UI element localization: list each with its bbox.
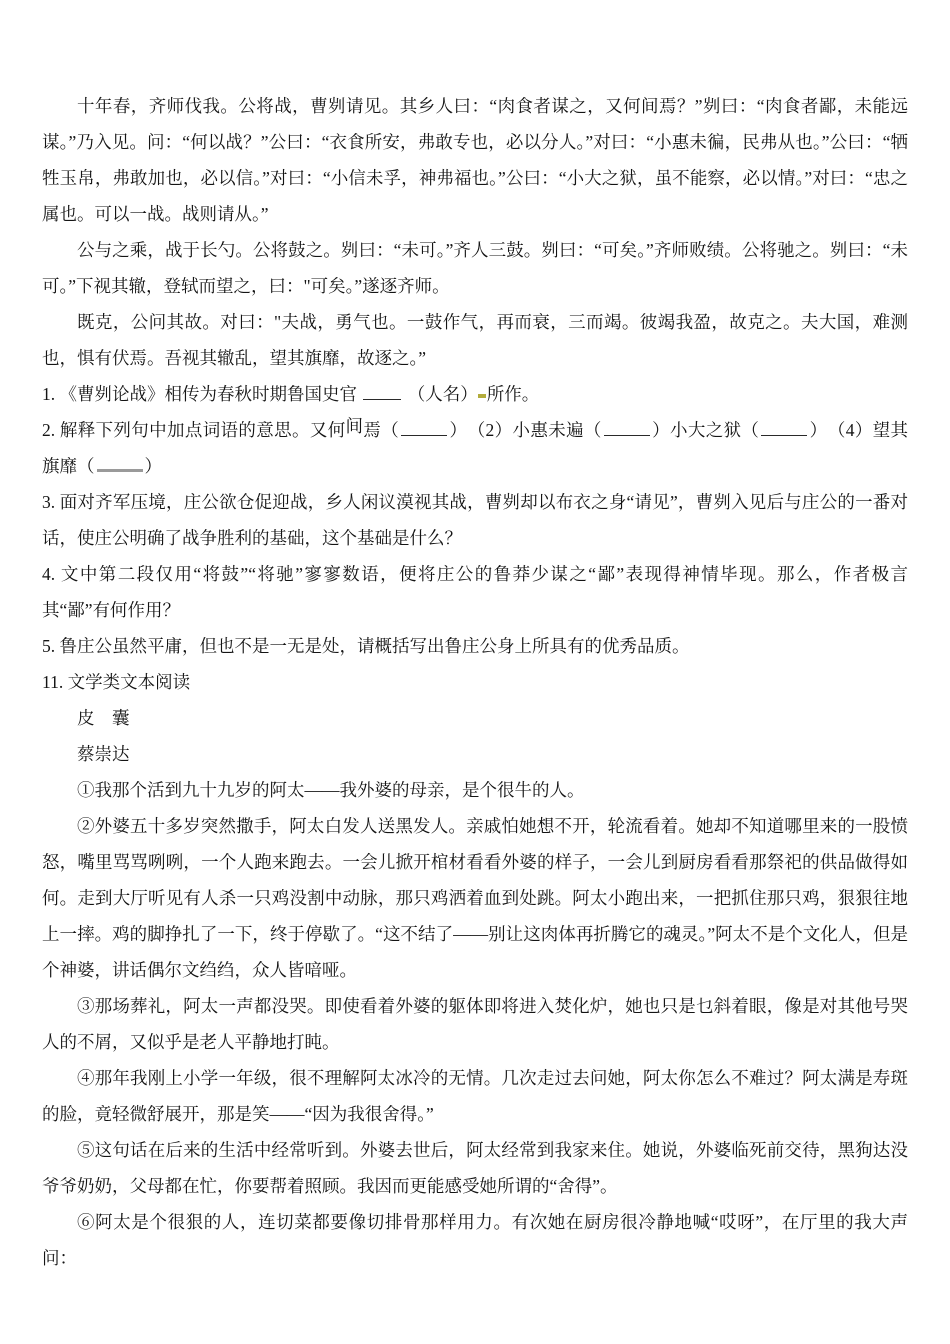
reading-section-heading: 11. 文学类文本阅读 (42, 672, 191, 692)
answer-blank (363, 386, 401, 400)
passage-paragraph-2: 公与之乘，战于长勺。公将鼓之。刿曰：“未可。”齐人三鼓。刿曰：“可矣。”齐师败绩。公将驰之。刿曰：“未可。”下视其辙，登轼而望之，曰："可矣。”遂逐齐师。 (42, 240, 908, 296)
question-5: 5. 鲁庄公虽然平庸，但也不是一无是处，请概括写出鲁庄公身上所具有的优秀品质。 (42, 636, 690, 656)
question-4: 4. 文中第二段仅用“将鼓”“将驰”寥寥数语，便将庄公的鲁莽少谋之“鄙”表现得神情毕现。那么，作者极言其“鄙”有何作用？ (42, 564, 908, 620)
question-3: 3. 面对齐军压境，庄公欲仓促迎战，乡人闲议漠视其战，曹刿却以布衣之身“请见”，曹刿入见后与庄公的一番对话，使庄公明确了战争胜利的基础，这个基础是什么？ (42, 492, 908, 548)
passage-paragraph-3: 既克，公问其故。对曰："夫战，勇气也。一鼓作气，再而衰，三而竭。彼竭我盈，故克之。夫大国，难测也，惧有伏焉。吾视其辙乱，望其旗靡，故逐之。” (42, 312, 908, 368)
question-1-text-mid: （人名） (403, 384, 478, 404)
question-2-text-1: 2. 解释下列句中加点词语的意思。又何 (42, 420, 346, 440)
question-1 (42, 376, 908, 412)
question-2-text-2: 焉（ (363, 420, 400, 440)
question-list (42, 376, 908, 664)
question-2-text-3: ） （2）小惠未遍（ (449, 420, 602, 440)
question-1-text-tail: 所作。 (486, 384, 540, 404)
reading-paragraph-6: ⑥阿太是个很狠的人，连切菜都要像切排骨那样用力。有次她在厨房很冷静地喊“哎呀”，在厅里的我大声问： (42, 1212, 908, 1268)
highlight-mark (478, 394, 486, 398)
emphasized-character: 间 (345, 416, 364, 436)
question-2-text-6: ） (144, 456, 162, 476)
question-2 (42, 412, 908, 484)
answer-blank (401, 422, 447, 436)
question-1-text-pre: 1. 《曹刿论战》相传为春秋时期鲁国史官 (42, 384, 362, 404)
reading-title: 皮 囊 (77, 708, 130, 728)
passage-paragraph-1: 十年春，齐师伐我。公将战，曹刿请见。其乡人曰：“肉食者谋之，又何间焉？”刿曰：“肉食者鄙，未能远谋。”乃入见。问：“何以战？”公曰：“衣食所安，弗敢专也，必以分人。”对曰：“小惠未徧，民弗从也。”公曰：“牺牲玉帛，弗敢加也，必以信。”对曰：“小信未孚，神弗福也。”公曰：“小大之狱，虽不能察，必以情。”对曰：“忠之属也。可以一战。战则请从。” (42, 96, 908, 224)
reading-paragraph-2: ②外婆五十多岁突然撒手，阿太白发人送黑发人。亲戚怕她想不开，轮流看着。她却不知道哪里来的一股愤怒，嘴里骂骂咧咧，一个人跑来跑去。一会儿掀开棺材看看外婆的样子，一会儿到厨房看看那祭祀的供品做得如何。走到大厅听见有人杀一只鸡没割中动脉，那只鸡洒着血到处跳。阿太小跑出来，一把抓住那只鸡，狠狠往地上一摔。鸡的脚挣扎了一下，终于停歇了。“这不结了——别让这肉体再折腾它的魂灵。”阿太不是个文化人，但是个神婆，讲话偶尔文绉绉，众人皆喑哑。 (42, 816, 908, 980)
question-2-text-5: ） （4）望其旗靡（ (42, 420, 909, 476)
reading-paragraph-5: ⑤这句话在后来的生活中经常听到。外婆去世后，阿太经常到我家来住。她说，外婆临死前交待，黑狗达没爷爷奶奶，父母都在忙，你要帮着照顾。我因而更能感受她所谓的“舍得”。 (42, 1140, 908, 1196)
reading-paragraph-3: ③那场葬礼，阿太一声都没哭。即使看着外婆的躯体即将进入焚化炉，她也只是乜斜着眼，像是对其他号哭人的不屑，又似乎是老人平静地打盹。 (42, 996, 908, 1052)
question-2-text-4: ）小大之狱（ (651, 420, 760, 440)
answer-blank (604, 422, 650, 436)
reading-paragraph-1: ①我那个活到九十九岁的阿太——我外婆的母亲，是个很牛的人。 (77, 780, 585, 800)
answer-blank (761, 422, 807, 436)
reading-author: 蔡崇达 (77, 744, 130, 764)
answer-blank-gray (97, 456, 143, 472)
reading-section (42, 664, 908, 1276)
classical-passage (42, 88, 908, 376)
reading-paragraph-4: ④那年我刚上小学一年级，很不理解阿太冰冷的无情。几次走过去问她，阿太你怎么不难过？阿太满是寿斑的脸，竟轻微舒展开，那是笑——“因为我很舍得。” (42, 1068, 908, 1124)
